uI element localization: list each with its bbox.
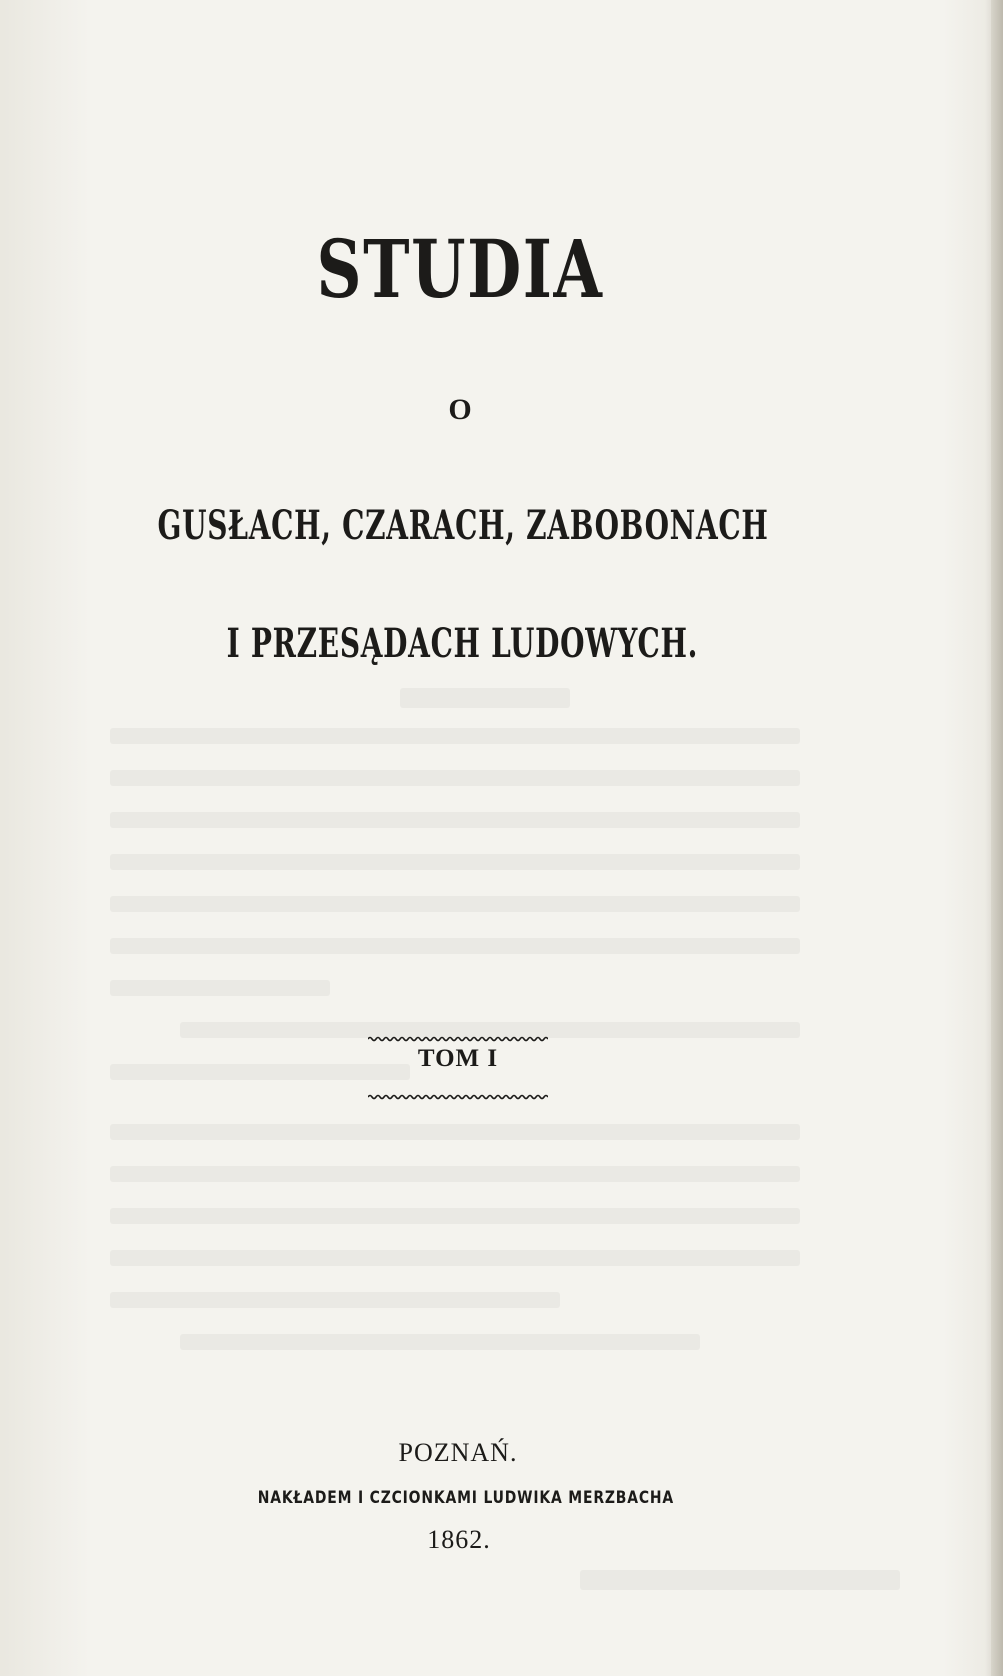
publication-year: 1862.	[427, 1525, 491, 1554]
ornamental-rule-bottom	[368, 1092, 548, 1102]
publisher-line: NAKŁADEM I CZCIONKAMI LUDWIKA MERZBACHA	[257, 1488, 675, 1508]
volume-label: TOM I	[417, 1045, 499, 1072]
page-right-edge	[991, 0, 1003, 1676]
title-conjunction: O	[448, 393, 472, 426]
subtitle-line-1: GUSŁACH, CZARACH, ZABOBONACH	[157, 502, 769, 549]
book-title: STUDIA	[316, 222, 604, 316]
subtitle-line-2: I PRZESĄDACH LUDOWYCH.	[226, 620, 699, 667]
ornamental-rule-top	[368, 1034, 548, 1044]
publication-city: POZNAŃ.	[398, 1438, 518, 1467]
